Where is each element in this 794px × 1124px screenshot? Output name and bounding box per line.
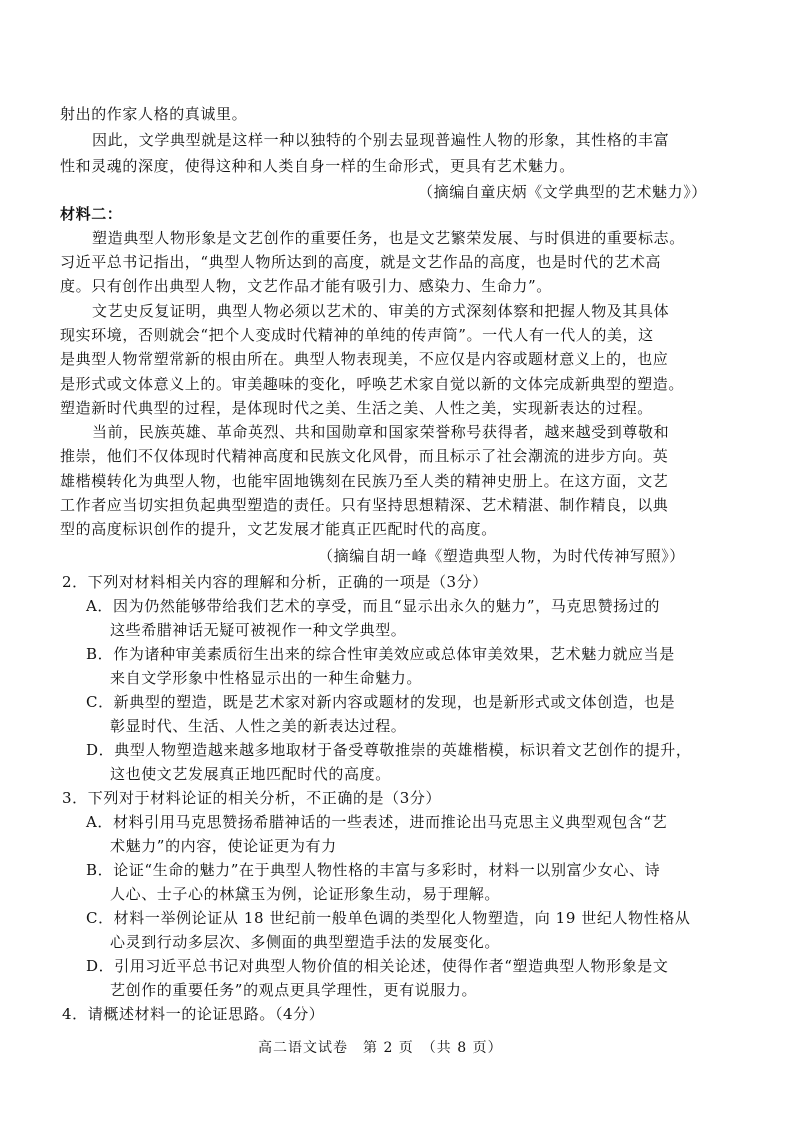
passage-line: 现实环境，否则就会“把个人变成时代精神的单纯的传声筒”。一代人有一代人的美，这 <box>60 326 654 344</box>
page-footer: 高二语文试卷 第 2 页 （共 8 页） <box>258 1040 503 1056</box>
material2-source: （摘编自胡一峰《塑造典型人物，为时代传神写照》） <box>318 547 685 565</box>
passage-line: 是典型人物常塑常新的根由所在。典型人物表现美，不应仅是内容或题材意义上的，也应 <box>60 350 669 368</box>
passage-line: 推崇，他们不仅体现时代精神高度和民族文化风骨，而且标示了社会潮流的进步方向。英 <box>60 447 669 465</box>
passage-line: 文艺史反复证明，典型人物必须以艺术的、审美的方式深刻体察和把握人物及其具体 <box>92 302 670 320</box>
q2-option-c: C．新典型的塑造，既是艺术家对新内容或题材的发现，也是新形式或文体创造，也是 <box>86 693 676 711</box>
passage-line: 性和灵魂的深度，使得这种和人类自身一样的生命形式，更具有艺术魅力。 <box>60 157 575 175</box>
passage-line: 当前，民族英雄、革命英烈、共和国勋章和国家荣誉称号获得者，越来越受到尊敬和 <box>92 423 670 441</box>
passage-line: 度。只有创作出典型人物，文艺作品才能有吸引力、感染力、生命力”。 <box>60 277 552 295</box>
q3-option-c: C．材料一举例论证从 18 世纪前一般单色调的类型化人物塑造，向 19 世纪人物性格从 <box>86 909 691 927</box>
question-2-stem: 2．下列对材料相关内容的理解和分析，正确的一项是（3分） <box>62 573 488 591</box>
question-3-stem: 3．下列对于材料论证的相关分析，不正确的是（3分） <box>62 789 442 807</box>
q3-option-c-cont: 心灵到行动多层次、多侧面的典型塑造手法的发展变化。 <box>110 933 501 951</box>
question-4-stem: 4．请概述材料一的论证思路。（4分） <box>62 1005 325 1023</box>
q2-option-d: D．典型人物塑造越来越多地取材于备受尊敬推崇的英雄楷模，标识着文艺创作的提升， <box>86 741 692 759</box>
material1-source: （摘编自童庆炳《文学典型的艺术魅力》） <box>418 183 707 201</box>
q2-option-d-cont: 这也使文艺发展真正地匹配时代的高度。 <box>110 765 391 783</box>
q2-option-b-cont: 来自文学形象中性格显示出的一种生命魅力。 <box>110 669 423 687</box>
q3-option-a-cont: 术魅力”的内容，使论证更为有力 <box>110 837 337 855</box>
q2-option-a: A．因为仍然能够带给我们艺术的享受，而且“显示出永久的魅力”，马克思赞扬过的 <box>86 597 660 615</box>
q2-option-b: B．作为诸种审美素质衍生出来的综合性审美效应或总体审美效果，艺术魅力就应当是 <box>86 645 675 663</box>
passage-line: 是形式或文体意义上的。审美趣味的变化，呼唤艺术家自觉以新的文体完成新典型的塑造。 <box>60 375 685 393</box>
q2-option-a-cont: 这些希腊神话无疑可被视作一种文学典型。 <box>110 621 407 639</box>
q3-option-b-cont: 人心、士子心的林黛玉为例，论证形象生动，易于理解。 <box>110 885 501 903</box>
passage-line: 工作者应当切实担负起典型塑造的责任。只有坚持思想精深、艺术精湛、制作精良，以典 <box>60 496 669 514</box>
passage-line: 射出的作家人格的真诚里。 <box>60 105 248 123</box>
passage-line: 型的高度标识创作的提升，文艺发展才能真正匹配时代的高度。 <box>60 520 497 538</box>
q3-option-d-cont: 艺创作的重要任务”的观点更具学理性，更有说服力。 <box>110 981 478 999</box>
q2-option-c-cont: 彰显时代、生活、人性之美的新表达过程。 <box>110 717 407 735</box>
q3-option-d: D．引用习近平总书记对典型人物价值的相关论述，使得作者“塑造典型人物形象是文 <box>86 957 669 975</box>
q3-option-a: A．材料引用马克思赞扬希腊神话的一些表述，进而推论出马克思主义典型观包含“艺 <box>86 813 668 831</box>
passage-line: 习近平总书记指出，“典型人物所达到的高度，就是文艺作品的高度，也是时代的艺术高 <box>60 253 662 271</box>
passage-line: 因此，文学典型就是这样一种以独特的个别去显现普遍性人物的形象，其性格的丰富 <box>92 131 670 149</box>
passage-line: 塑造新时代典型的过程，是体现时代之美、生活之美、人性之美，实现新表达的过程。 <box>60 399 653 417</box>
passage-line: 塑造典型人物形象是文艺创作的重要任务，也是文艺繁荣发展、与时俱进的重要标志。 <box>92 229 685 247</box>
passage-line: 雄楷模转化为典型人物，也能牢固地镌刻在民族乃至人类的精神史册上。在这方面，文艺 <box>60 472 669 490</box>
material2-heading: 材料二： <box>60 205 123 223</box>
q3-option-b: B．论证“生命的魅力”在于典型人物性格的丰富与多彩时，材料一以别富少女心、诗 <box>86 861 661 879</box>
